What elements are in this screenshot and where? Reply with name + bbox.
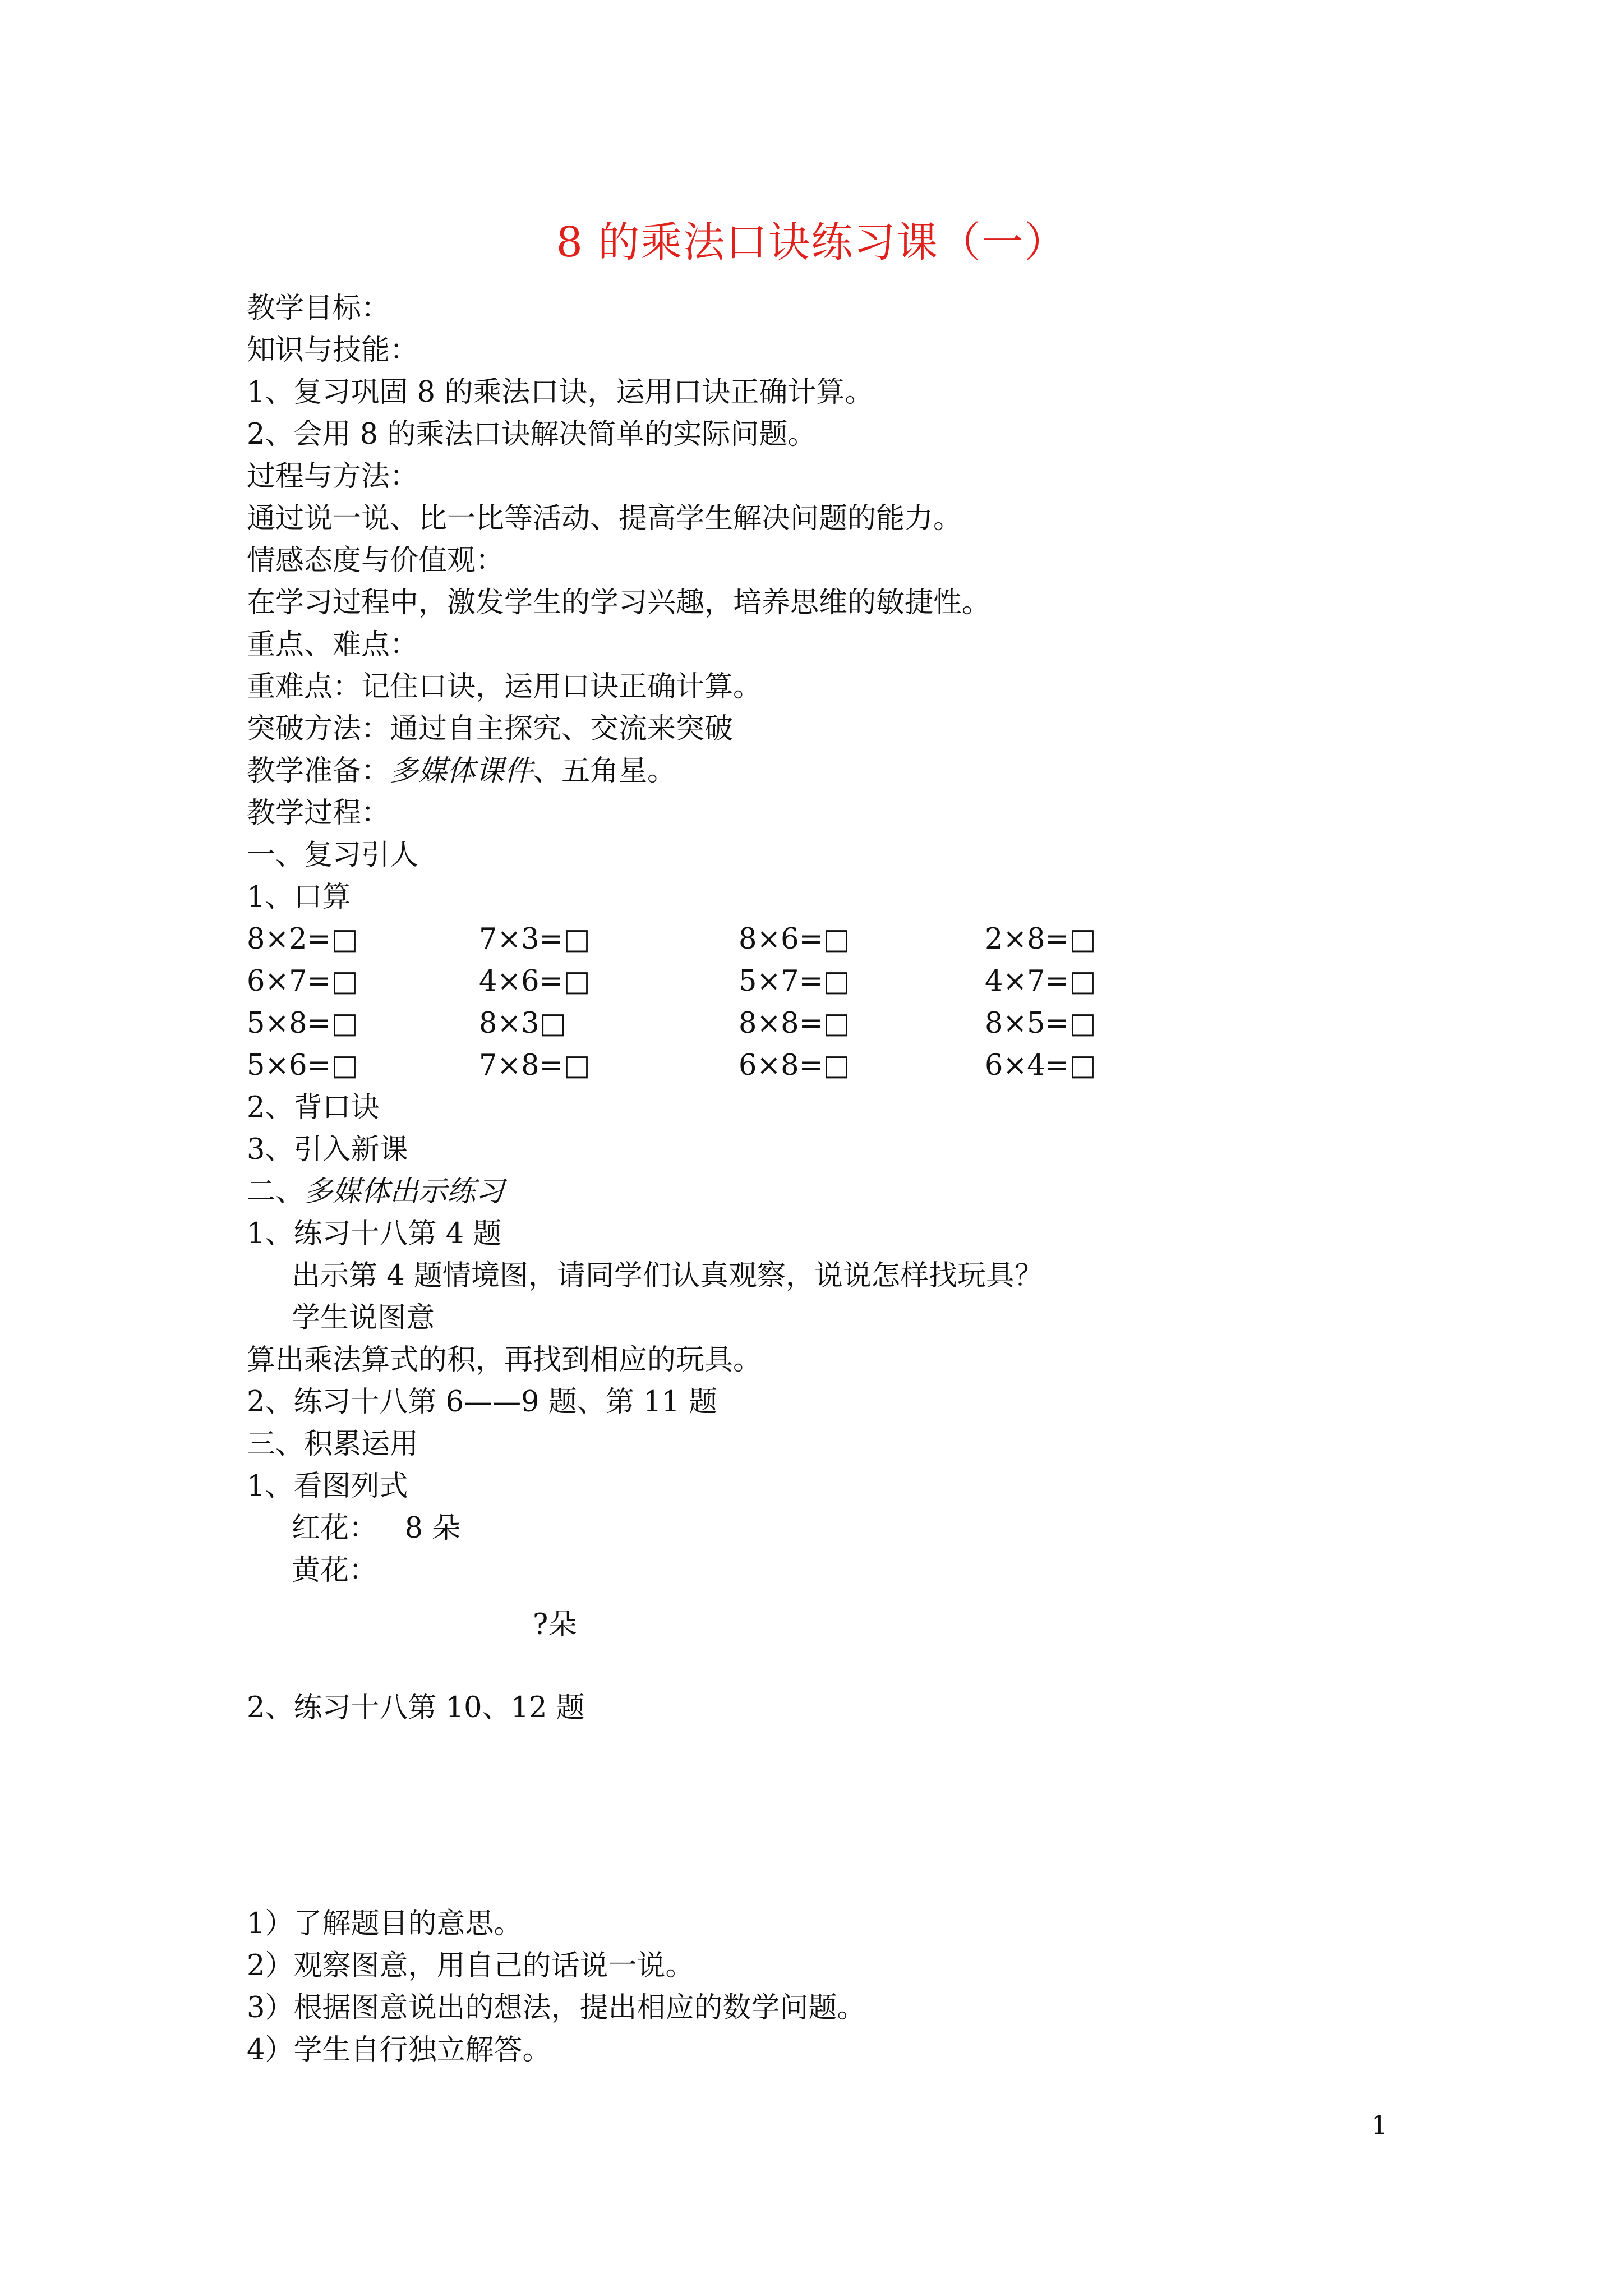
calc-cell: 8×5=□ bbox=[985, 1007, 1096, 1040]
prep-label: 教学准备： bbox=[247, 754, 390, 788]
section-2-prefix: 二、 bbox=[247, 1175, 305, 1208]
heading-process: 过程与方法： bbox=[247, 460, 419, 493]
page-number: 1 bbox=[1371, 2110, 1388, 2140]
text-process: 通过说一说、比一比等活动、提高学生解决问题的能力。 bbox=[247, 502, 962, 535]
prep-italic: 多媒体课件 bbox=[390, 754, 533, 788]
calc-cell: 6×4=□ bbox=[985, 1049, 1096, 1082]
text-breakthrough: 突破方法：通过自主探究、交流来突破 bbox=[247, 712, 734, 746]
heading-goals: 教学目标： bbox=[247, 292, 390, 325]
calc-cell: 8×3□ bbox=[479, 1007, 566, 1040]
step-1: 1）了解题目的意思。 bbox=[247, 1907, 523, 1940]
calc-cell: 4×7=□ bbox=[985, 965, 1096, 998]
heading-knowledge: 知识与技能： bbox=[247, 334, 419, 367]
section-1-heading: 一、复习引人 bbox=[247, 839, 419, 872]
heading-key-points: 重点、难点： bbox=[247, 628, 419, 661]
yellow-flowers-label: 黄花： bbox=[292, 1554, 378, 1587]
red-flowers-label: 红花： 8 朵 bbox=[292, 1512, 461, 1545]
text-knowledge-2: 2、会用 8 的乘法口诀解决简单的实际问题。 bbox=[247, 418, 817, 451]
step-2: 2）观察图意，用自己的话说一说。 bbox=[247, 1949, 694, 1982]
calc-row bbox=[247, 962, 1368, 1001]
heading-procedure: 教学过程： bbox=[247, 797, 390, 830]
section-3-heading: 三、积累运用 bbox=[247, 1428, 419, 1461]
calc-row bbox=[247, 1004, 1368, 1043]
section-2-italic: 多媒体出示练习 bbox=[304, 1175, 505, 1208]
text-preparation bbox=[247, 752, 676, 791]
section-1-item-1: 1、口算 bbox=[247, 881, 351, 914]
calc-row bbox=[247, 1046, 1368, 1085]
calc-cell: 2×8=□ bbox=[985, 923, 1096, 956]
section-2-item-1-calc: 算出乘法算式的积，再找到相应的玩具。 bbox=[247, 1343, 762, 1377]
calc-cell: 5×8=□ bbox=[247, 1007, 358, 1040]
prep-rest: 、五角星。 bbox=[533, 754, 676, 788]
section-2-item-1-detail: 出示第 4 题情境图，请同学们认真观察，说说怎样找玩具？ bbox=[292, 1259, 1043, 1292]
calc-cell: 7×3=□ bbox=[479, 923, 591, 956]
step-4: 4）学生自行独立解答。 bbox=[247, 2033, 551, 2067]
step-3: 3）根据图意说出的想法，提出相应的数学问题。 bbox=[247, 1991, 866, 2024]
section-3-item-1: 1、看图列式 bbox=[247, 1470, 408, 1503]
section-3-item-2: 2、练习十八第 10、12 题 bbox=[247, 1691, 585, 1724]
section-1-item-2: 2、背口诀 bbox=[247, 1091, 380, 1124]
calc-cell: 6×8=□ bbox=[739, 1049, 850, 1082]
page-title: 8 的乘法口诀练习课（一） bbox=[556, 218, 1067, 266]
calc-cell: 6×7=□ bbox=[247, 965, 358, 998]
section-2-item-1-students: 学生说图意 bbox=[292, 1301, 435, 1335]
calc-cell: 5×6=□ bbox=[247, 1049, 358, 1082]
calc-cell: 7×8=□ bbox=[479, 1049, 591, 1082]
heading-emotion: 情感态度与价值观： bbox=[247, 544, 505, 577]
text-knowledge-1: 1、复习巩固 8 的乘法口诀，运用口诀正确计算。 bbox=[247, 376, 874, 409]
calc-cell: 4×6=□ bbox=[479, 965, 591, 998]
calc-cell: 5×7=□ bbox=[739, 965, 850, 998]
calc-row bbox=[247, 920, 1368, 959]
calc-cell: 8×8=□ bbox=[739, 1007, 850, 1040]
section-2-item-2: 2、练习十八第 6——9 题、第 11 题 bbox=[247, 1386, 718, 1419]
calc-cell: 8×6=□ bbox=[739, 923, 850, 956]
question-flowers: ?朵 bbox=[533, 1608, 577, 1641]
text-key-points: 重难点：记住口诀，运用口诀正确计算。 bbox=[247, 670, 762, 703]
calc-cell: 8×2=□ bbox=[247, 923, 358, 956]
section-2-item-1: 1、练习十八第 4 题 bbox=[247, 1217, 502, 1250]
section-1-item-3: 3、引入新课 bbox=[247, 1133, 408, 1166]
text-emotion: 在学习过程中，激发学生的学习兴趣，培养思维的敏捷性。 bbox=[247, 586, 991, 619]
section-2-heading bbox=[247, 1172, 504, 1212]
